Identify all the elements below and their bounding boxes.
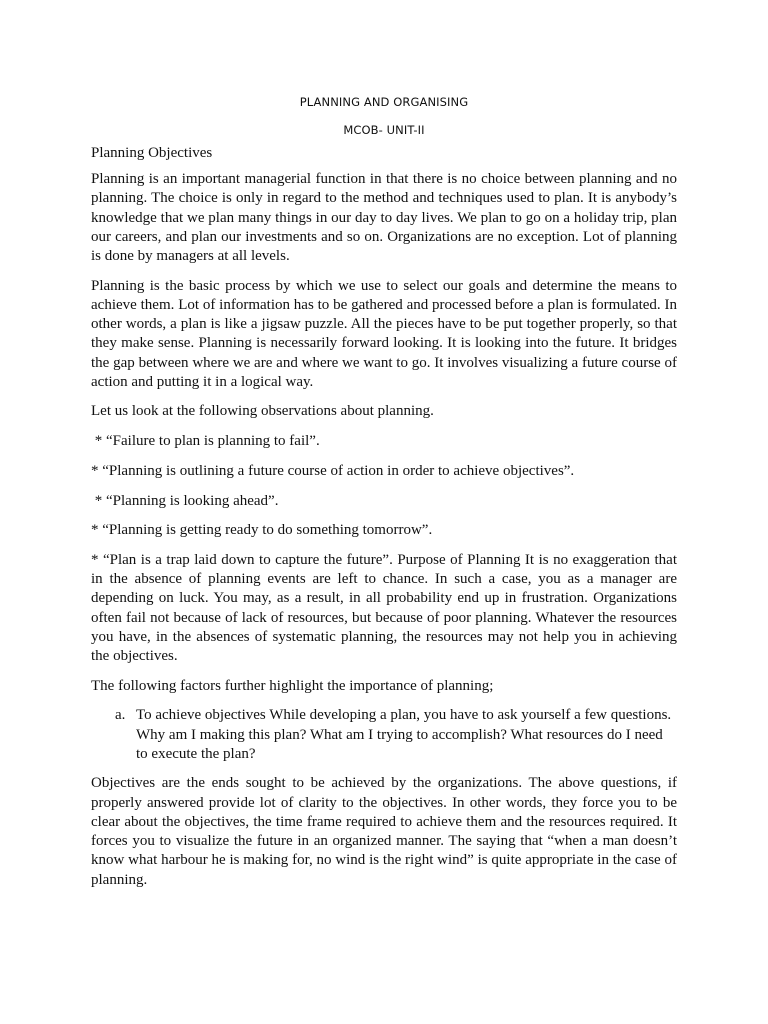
observation-item: * “Planning is looking ahead”.: [91, 492, 279, 509]
paragraph-factors-intro: The following factors further highlight the importance of planning;: [91, 677, 494, 694]
paragraph-purpose: * “Plan is a trap laid down to capture the future”. Purpose of Planning It is no exaggeration that in the absence of planning events are left to chance. In such a case, you as a manager are depending on luck. You may, as a result, in all probability end up in frustration. Organizations often fail not because of lack of resources, but because of poor planning. Whatever the resources you have, in the absences of systematic planning, the resources may not help you in achieving the objectives.: [91, 551, 677, 664]
document-title: PLANNING AND ORGANISING: [299, 95, 469, 109]
document-page: [91, 94, 677, 900]
paragraph-closing: Objectives are the ends sought to be achieved by the organizations. The above questions, if properly answered provide lot of clarity to the objectives. In other words, they force you to be clear about the objectives, the time frame required to achieve them and the resources required. It forces you to visualize the future in an organized manner. The saying that “when a man doesn’t know what harbour he is making for, no wind is the right wind” is quite appropriate in the case of planning.: [91, 775, 677, 888]
paragraph-intro: Planning is an important managerial function in that there is no choice between planning and no planning. The choice is only in regard to the method and techniques used to plan. It is anybody’s knowledge that we plan many things in our day to day lives. We plan to go on a holiday trip, plan our careers, and plan our investments and so on. Organizations are no exception. Lot of planning is done by managers at all levels.: [91, 171, 677, 265]
paragraph-process: Planning is the basic process by which we use to select our goals and determine the means to achieve them. Lot of information has to be gathered and processed before a plan is formulated. In other words, a plan is like a jigsaw puzzle. All the pieces have to be put together properly, so that they make sense. Planning is necessarily forward looking. It is looking into the future. It bridges the gap between where we are and where we want to go. It involves visualizing a future course of action and putting it in a logical way.: [91, 277, 677, 390]
list-item: [91, 706, 677, 764]
paragraph-observations-intro: Let us look at the following observations about planning.: [91, 403, 434, 420]
list-marker: a.: [115, 707, 126, 724]
observation-item: * “Planning is outlining a future course of action in order to achieve objectives”.: [91, 462, 575, 479]
observation-item: * “Failure to plan is planning to fail”.: [91, 433, 320, 450]
observation-item: * “Planning is getting ready to do something tomorrow”.: [91, 522, 433, 539]
section-title: Planning Objectives: [91, 145, 213, 161]
list-item-text: To achieve objectives While developing a plan, you have to ask yourself a few questions. Why am I making this plan? What am I trying to accomplish? What resources do I need to execute the plan?: [136, 707, 672, 762]
document-subtitle: MCOB- UNIT-II: [343, 123, 425, 137]
factors-list: [91, 706, 677, 764]
